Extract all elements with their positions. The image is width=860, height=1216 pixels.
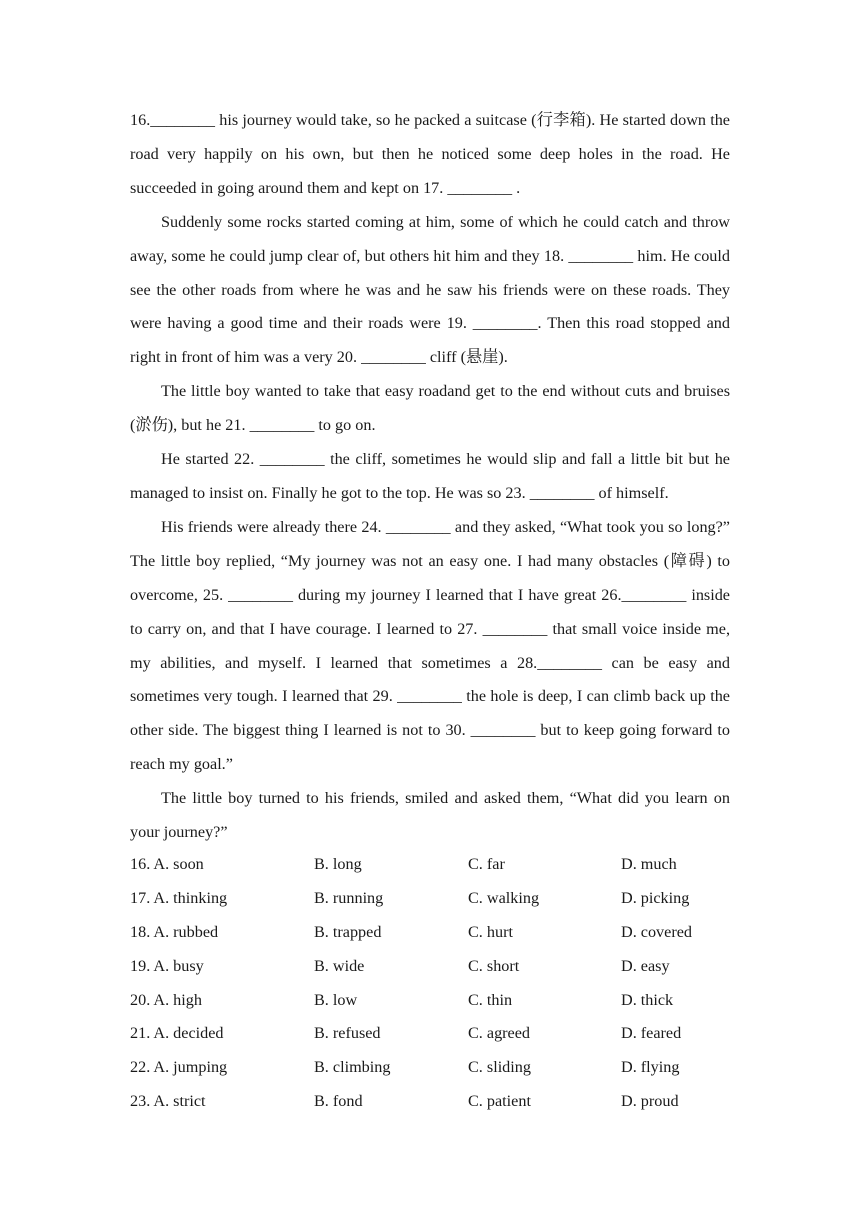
option-row [130,848,730,882]
option-c: C. thin [468,990,513,1009]
passage [130,104,730,850]
option-c: C. short [468,956,520,975]
option-d: D. covered [621,922,693,941]
passage-paragraph: Suddenly some rocks started coming at him, some of which he could catch and throw away, some he could jump clear of, but others hit him and they 18. ________ him. He could see the other roads from where he was and he saw his friends were on these roads. They were having a good time and their roads were 19. ________. Then this road stopped and right in front of him was a very 20. ________ cliff (悬崖). [130,212,730,367]
passage-paragraph: The little boy turned to his friends, smiled and asked them, “What did you learn on your journey?” [130,789,730,842]
option-c: C. sliding [468,1058,531,1077]
passage-paragraph: 16.________ his journey would take, so he packed a suitcase (行李箱). He started down the road very happily on his own, but then he noticed some deep holes in the road. He succeeded in going around them and kept on 17. ________ . [130,111,730,197]
option-b: B. fond [314,1092,363,1111]
option-d: D. feared [621,1024,682,1043]
option-c: C. walking [468,888,540,907]
option-b: B. refused [314,1024,381,1043]
option-b: B. long [314,855,362,873]
option-a: 22. A. jumping [130,1058,228,1077]
option-b: B. trapped [314,922,382,941]
passage-paragraph: His friends were already there 24. ________ and they asked, “What took you so long?” The little boy replied, “My journey was not an easy one. I had many obstacles (障碍) to overcome, 25. ________ during my journey I learned that I have great 26.________ inside to carry on, and that I have courage. I learned to 27. ________ that small voice inside me, my abilities, and myself. I learned that sometimes a 28.________ can be easy and sometimes very tough. I learned that 29. ________ the hole is deep, I can climb back up the other side. The biggest thing I learned is not to 30. ________ but to keep going forward to reach my goal.” [130,517,730,774]
option-d: D. much [621,855,677,873]
option-c: C. patient [468,1092,531,1111]
option-row [130,950,730,984]
option-row [130,984,730,1018]
option-c: C. far [468,855,505,873]
option-d: D. thick [621,990,674,1009]
option-c: C. hurt [468,922,513,941]
option-a: 21. A. decided [130,1024,224,1043]
option-a: 17. A. thinking [130,888,228,907]
option-d: D. easy [621,956,670,975]
option-a: 16. A. soon [130,855,204,873]
passage-paragraph: The little boy wanted to take that easy roadand get to the end without cuts and bruises (淤伤), but he 21. ________ to go on. [130,382,730,435]
option-d: D. flying [621,1058,680,1077]
option-b: B. running [314,888,384,907]
answer-options [130,848,730,1119]
option-b: B. wide [314,956,365,975]
option-d: D. proud [621,1092,679,1111]
option-row [130,916,730,950]
option-c: C. agreed [468,1024,531,1043]
option-row [130,882,730,916]
passage-paragraph: He started 22. ________ the cliff, sometimes he would slip and fall a little bit but he managed to insist on. Finally he got to the top. He was so 23. ________ of himself. [130,450,730,502]
option-row [130,1085,730,1119]
option-a: 19. A. busy [130,956,204,975]
option-b: B. low [314,990,358,1009]
option-row [130,1051,730,1085]
option-a: 23. A. strict [130,1092,206,1111]
option-b: B. climbing [314,1058,391,1077]
option-a: 20. A. high [130,990,202,1009]
option-a: 18. A. rubbed [130,922,219,941]
option-d: D. picking [621,888,690,907]
option-row [130,1017,730,1051]
